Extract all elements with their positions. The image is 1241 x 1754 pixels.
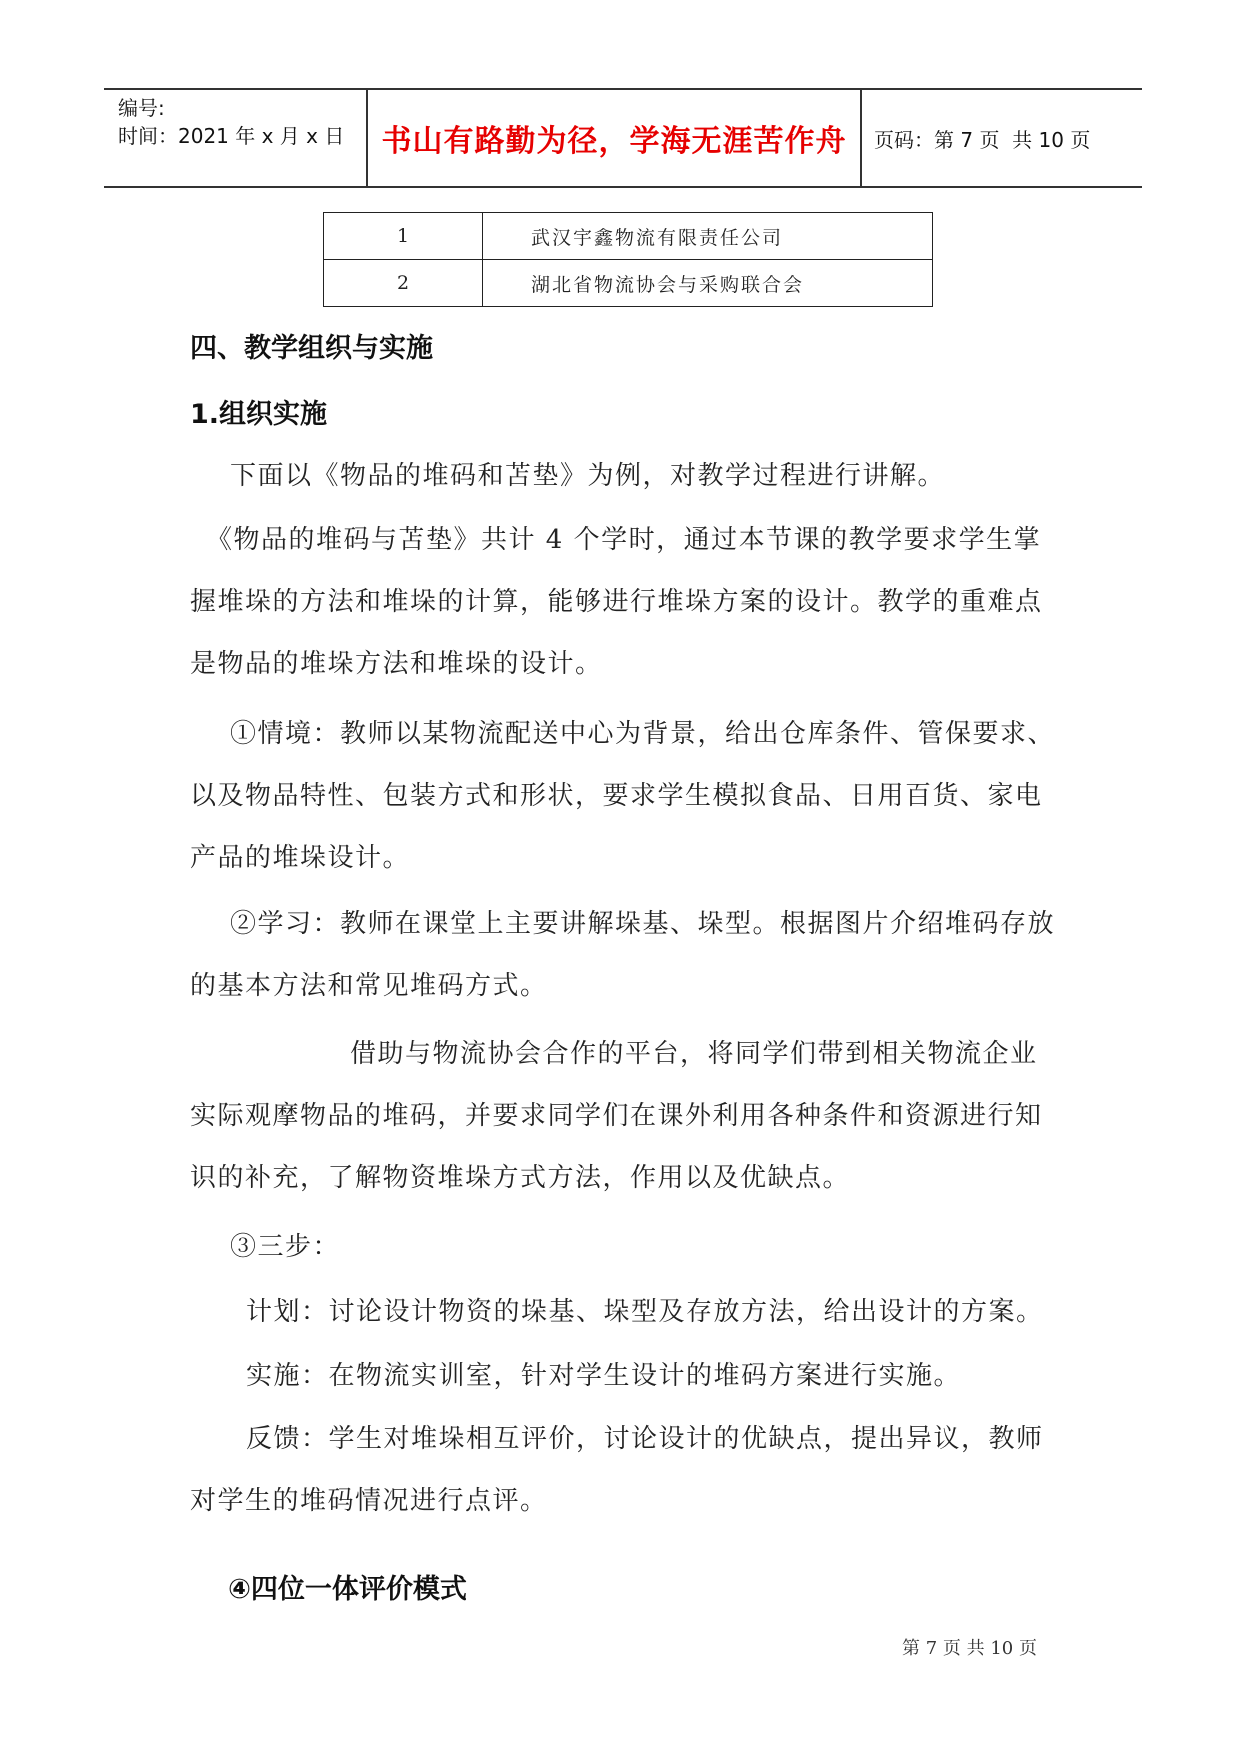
table-row: [324, 260, 933, 307]
page-header: [104, 88, 1142, 188]
paragraph: 借助与物流协会合作的平台，将同学们带到相关物流企业实际观摩物品的堆码，并要求同学们在课外利用各种条件和资源进行知识的补充，了解物资堆垛方式方法，作用以及优缺点。: [190, 1039, 1043, 1193]
paragraph: 《物品的堆码与苫垫》共计 4 个学时，通过本节课的教学要求学生掌握堆垛的方法和堆垛的计算，能够进行堆垛方案的设计。教学的重难点是物品的堆垛方法和堆垛的设计。: [190, 525, 1043, 679]
header-divider: [860, 90, 862, 186]
header-motto: 书山有路勤为径，学海无涯苦作舟: [381, 124, 847, 159]
paragraph: 反馈：学生对堆垛相互评价，讨论设计的优缺点，提出异议，教师对学生的堆码情况进行点评。: [190, 1424, 1044, 1516]
paragraph: ③三步：: [230, 1232, 341, 1262]
document-time-label: 时间：2021 年 x 月 x 日: [118, 124, 345, 148]
document-number-label: 编号:: [118, 96, 165, 120]
table-cell-name: 湖北省物流协会与采购联合会: [483, 260, 933, 307]
page-footer: 第 7 页 共 10 页: [902, 1638, 1037, 1659]
section-heading: 四、教学组织与实施: [190, 333, 433, 364]
organization-table: [323, 212, 933, 307]
table-cell-number: 2: [324, 260, 483, 307]
paragraph: 实施：在物流实训室，针对学生设计的堆码方案进行实施。: [246, 1361, 962, 1391]
table-cell-number: 1: [324, 213, 483, 260]
paragraph: ②学习：教师在课堂上主要讲解垛基、垛型。根据图片介绍堆码存放的基本方法和常见堆码方式。: [190, 909, 1056, 1001]
paragraph: 计划：讨论设计物资的垛基、垛型及存放方法，给出设计的方案。: [246, 1297, 1044, 1327]
table-cell-name: 武汉宇鑫物流有限责任公司: [483, 213, 933, 260]
table-row: [324, 213, 933, 260]
header-meta: [118, 94, 344, 150]
paragraph: ①情境：教师以某物流配送中心为背景，给出仓库条件、管保要求、以及物品特性、包装方式和形状，要求学生模拟食品、日用百货、家电产品的堆垛设计。: [190, 719, 1056, 873]
evaluation-heading: ④四位一体评价模式: [228, 1574, 467, 1605]
sub-heading: 1.组织实施: [190, 399, 328, 430]
header-page-number: 页码：第 7 页 共 10 页: [874, 127, 1091, 152]
paragraph: 下面以《物品的堆码和苫垫》为例，对教学过程进行讲解。: [230, 461, 946, 491]
